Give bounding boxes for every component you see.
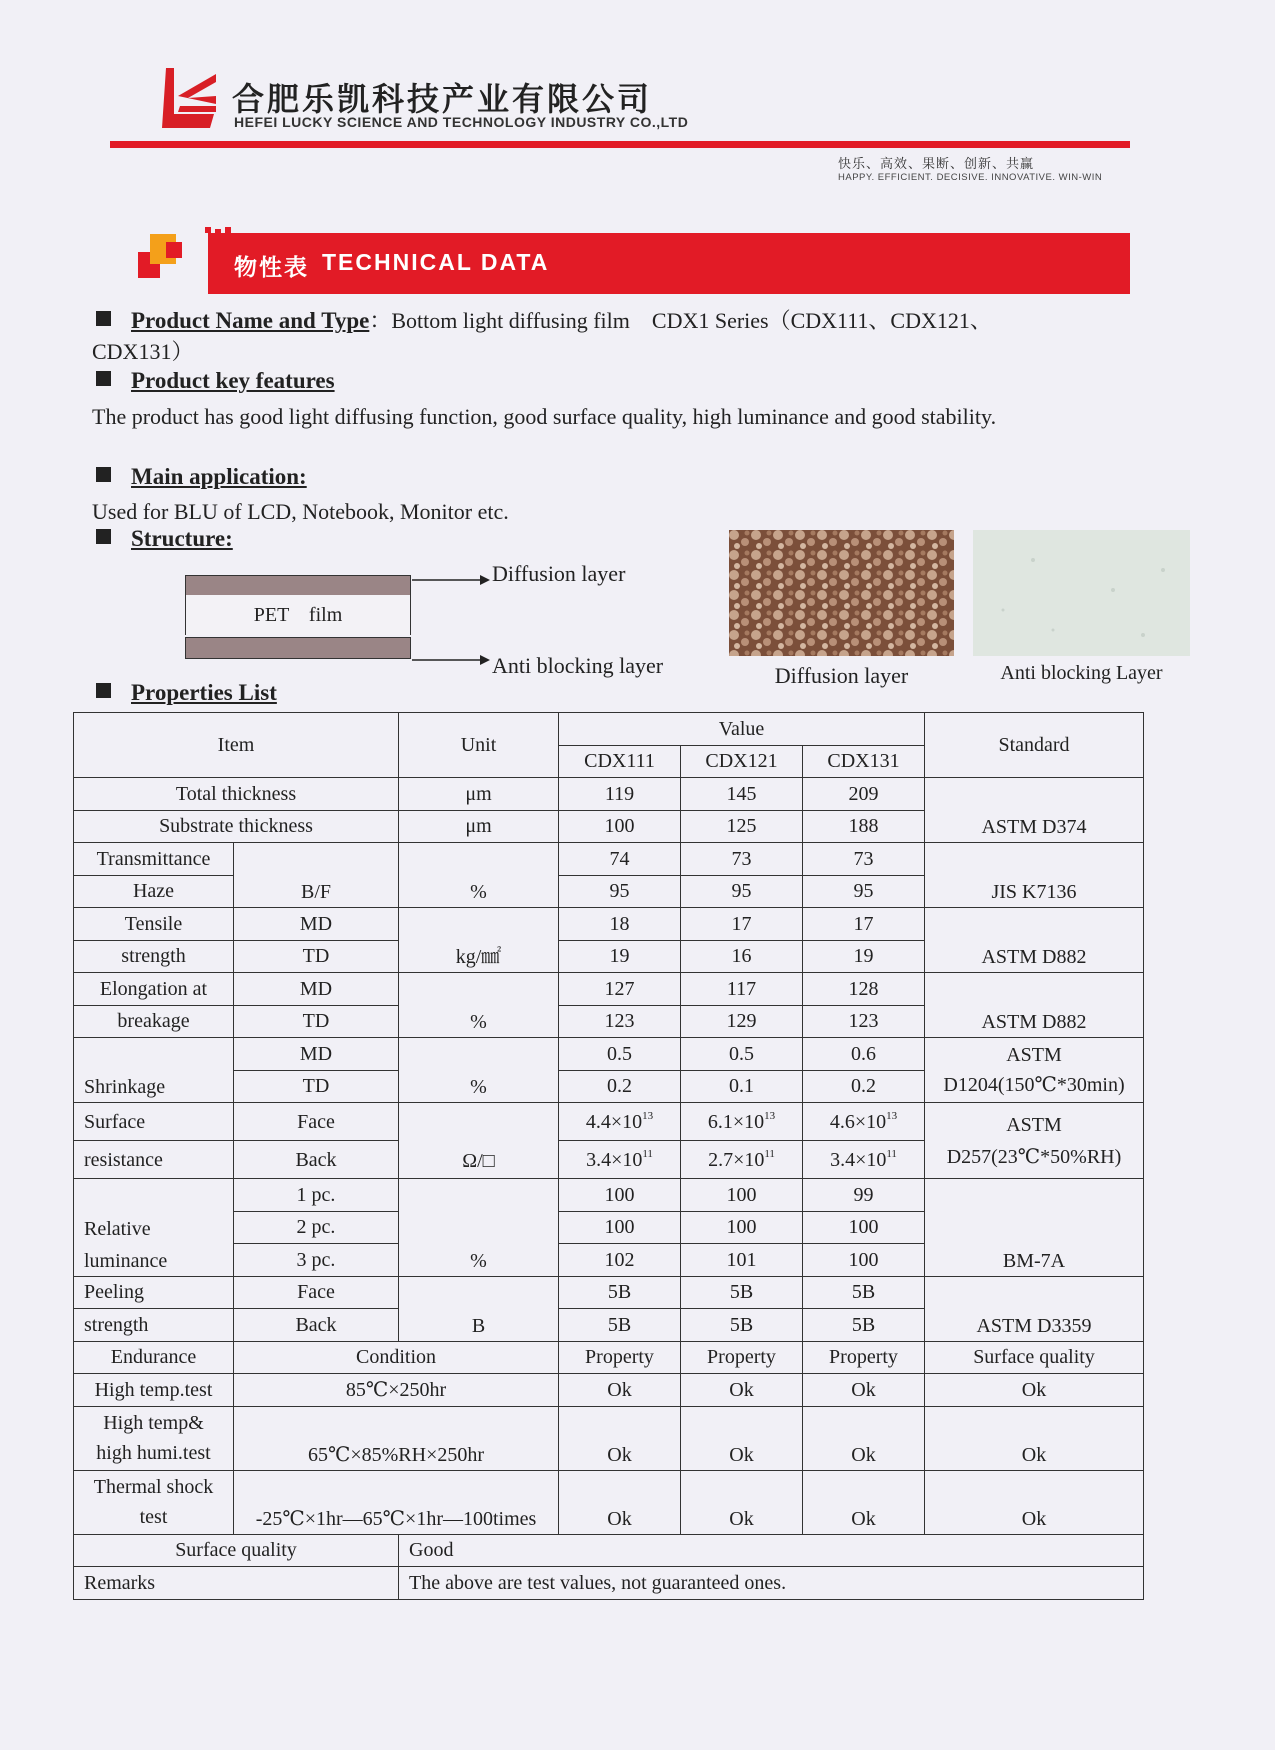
cell-unit: μm: [399, 778, 559, 811]
header-cdx111: CDX111: [559, 745, 681, 778]
cell-sub: MD: [234, 973, 399, 1006]
arrow-right-icon: [480, 655, 490, 665]
table-row: [74, 1038, 1144, 1071]
product-name-label: Product Name and Type: [131, 308, 370, 333]
properties-label: Properties List: [131, 680, 277, 705]
item-line: luminance: [84, 1249, 168, 1272]
cell-condition: 65℃×85%RH×250hr: [234, 1406, 559, 1470]
cell-sub: MD: [234, 908, 399, 941]
cell-value: 123: [803, 1005, 925, 1038]
diffusion-layer-label: Diffusion layer: [492, 561, 626, 586]
slogan-en: HAPPY. EFFICIENT. DECISIVE. INNOVATIVE. WIN-WIN: [838, 172, 1103, 183]
cell-value: 19: [559, 940, 681, 973]
table-row: [74, 1179, 1144, 1212]
structure-heading: [96, 526, 233, 552]
standard-line: D1204(150℃*30min): [943, 1074, 1125, 1096]
logo-mark-icon: [158, 66, 220, 130]
cell-value: 209: [803, 778, 925, 811]
cell-item: [74, 1470, 234, 1534]
cell-value: 119: [559, 778, 681, 811]
table-row: [74, 1374, 1144, 1407]
cell-value: 129: [681, 1005, 803, 1038]
cell-item: resistance: [74, 1141, 234, 1179]
table-row: [74, 908, 1144, 941]
cell-value: 5B: [681, 1309, 803, 1342]
cell-value: 101: [681, 1244, 803, 1277]
header-value: Value: [559, 713, 925, 746]
cell-value: 0.5: [681, 1038, 803, 1071]
item-line: Relative: [84, 1217, 151, 1240]
properties-heading: [96, 680, 277, 706]
cell-sub: TD: [234, 1005, 399, 1038]
cell-item: Endurance: [74, 1341, 234, 1374]
header-standard: Standard: [925, 713, 1144, 778]
cell-value: 100: [559, 1211, 681, 1244]
cell-value: Ok: [681, 1406, 803, 1470]
anti-blocking-layer-label: Anti blocking layer: [492, 653, 664, 678]
cell-standard: Ok: [925, 1374, 1144, 1407]
cell-value: 5B: [559, 1309, 681, 1342]
main-application-label: Main application:: [131, 464, 307, 489]
cell-condition: 85℃×250hr: [234, 1374, 559, 1407]
cell-value: Ok: [803, 1406, 925, 1470]
cell-value: Ok: [559, 1470, 681, 1534]
cell-item: Shrinkage: [74, 1038, 234, 1103]
table-row: [74, 778, 1144, 811]
table-row: [74, 1103, 1144, 1141]
standard-line: D257(23℃*50%RH): [946, 1145, 1122, 1168]
cell-standard: BM-7A: [925, 1179, 1144, 1277]
cell-value: 128: [803, 973, 925, 1006]
table-row: [74, 973, 1144, 1006]
cell-value: 18: [559, 908, 681, 941]
cell-value: 145: [681, 778, 803, 811]
bullet-icon: [96, 529, 111, 544]
key-features-label: Product key features: [131, 368, 335, 393]
cell-value: 95: [803, 875, 925, 908]
cell-standard: ASTM D882: [925, 908, 1144, 973]
cell-value: Ok: [803, 1374, 925, 1407]
diffusion-layer-photo: [729, 530, 954, 656]
banner-title-cn: 物性表: [234, 254, 309, 280]
cell-value: 100: [681, 1211, 803, 1244]
cell-value: $2.7\times 10^{11}$: [681, 1141, 803, 1179]
cell-value: 5B: [559, 1276, 681, 1309]
cell-value: 100: [803, 1244, 925, 1277]
diffusion-layer-bar: [185, 575, 411, 597]
cell-standard: Surface quality: [925, 1341, 1144, 1374]
anti-blocking-texture-image: [973, 530, 1190, 656]
cell-sub: Face: [234, 1276, 399, 1309]
cell-unit: Ω/□: [399, 1103, 559, 1179]
cell-value: 188: [803, 810, 925, 843]
standard-line: ASTM: [1006, 1044, 1062, 1066]
cell-sub: Back: [234, 1141, 399, 1179]
cell-standard: JIS K7136: [925, 843, 1144, 908]
cell-standard: ASTM D882: [925, 973, 1144, 1038]
key-features-heading: [96, 368, 335, 394]
cell-sub: TD: [234, 940, 399, 973]
cell-item: Haze: [74, 875, 234, 908]
standard-line: ASTM: [1006, 1113, 1062, 1136]
bullet-icon: [96, 311, 111, 326]
cell-unit: %: [399, 843, 559, 908]
diffusion-texture-image: [729, 530, 954, 656]
cell-value: Property: [559, 1341, 681, 1374]
cell-unit: μm: [399, 810, 559, 843]
company-logo: [158, 66, 220, 130]
cell-value: 5B: [803, 1309, 925, 1342]
company-name-cn: 合肥乐凯科技产业有限公司: [232, 80, 653, 118]
slogan-cn: 快乐、高效、果断、创新、共赢: [838, 157, 1035, 172]
cell-item: [74, 1406, 234, 1470]
cell-value: $4.4\times 10^{13}$: [559, 1103, 681, 1141]
cell-item: Tensile: [74, 908, 234, 941]
cell-remarks-value: The above are test values, not guaranteed ones.: [399, 1567, 1144, 1600]
cell-value: 117: [681, 973, 803, 1006]
cell-sub: Face: [234, 1103, 399, 1141]
header-cdx121: CDX121: [681, 745, 803, 778]
technical-data-banner: [208, 233, 1130, 294]
cell-value: 0.5: [559, 1038, 681, 1071]
bullet-icon: [96, 467, 111, 482]
cell-item: strength: [74, 940, 234, 973]
cell-unit: %: [399, 1179, 559, 1277]
pet-film-layer: PET film: [185, 595, 411, 635]
main-application-text: Used for BLU of LCD, Notebook, Monitor etc.: [92, 499, 509, 524]
cell-value: Ok: [559, 1406, 681, 1470]
table-row: [74, 1406, 1144, 1470]
cell-value: Property: [803, 1341, 925, 1374]
anti-blocking-layer-bar: [185, 637, 411, 659]
cell-surface-quality-value: Good: [399, 1534, 1144, 1567]
table-row: [74, 1276, 1144, 1309]
cell-value: 0.1: [681, 1070, 803, 1103]
cell-item: Substrate thickness: [74, 810, 399, 843]
cell-item: Peeling: [74, 1276, 234, 1309]
structure-arrows: [410, 570, 490, 670]
structure-diagram: [185, 575, 411, 665]
banner-decor-icon: [138, 234, 186, 282]
banner-title-en: TECHNICAL DATA: [322, 249, 550, 275]
product-name-value: Bottom light diffusing film CDX1 Series（CDX111、CDX121、: [391, 308, 992, 333]
cell-value: 100: [559, 810, 681, 843]
cell-value: 19: [803, 940, 925, 973]
anti-blocking-layer-photo: [973, 530, 1190, 656]
main-application-heading: [96, 464, 307, 490]
cell-value: 123: [559, 1005, 681, 1038]
product-name-row: Product Name and Type：Bottom light diffusing film CDX1 Series（CDX111、CDX121、: [96, 304, 1136, 335]
cell-value: 100: [681, 1179, 803, 1212]
table-row: [74, 1567, 1144, 1600]
cell-value: Ok: [681, 1374, 803, 1407]
cell-value: 127: [559, 973, 681, 1006]
cell-value: 73: [681, 843, 803, 876]
anti-blocking-photo-caption: Anti blocking Layer: [1000, 662, 1163, 684]
cell-value: Ok: [559, 1374, 681, 1407]
cell-value: 95: [681, 875, 803, 908]
header-item: Item: [74, 713, 399, 778]
cell-standard: ASTM D3359: [925, 1276, 1144, 1341]
key-features-text: The product has good light diffusing function, good surface quality, high luminance and good stability.: [92, 404, 997, 429]
cell-value: Ok: [803, 1470, 925, 1534]
cell-unit: kg/㎟: [399, 908, 559, 973]
item-line: High temp&: [103, 1412, 204, 1434]
cell-sub: B/F: [234, 843, 399, 908]
cell-item: Remarks: [74, 1567, 399, 1600]
endurance-header-row: [74, 1341, 1144, 1374]
cell-value: 125: [681, 810, 803, 843]
cell-standard: ASTM D374: [925, 778, 1144, 843]
cell-value: 17: [681, 908, 803, 941]
cell-value: 100: [803, 1211, 925, 1244]
item-line: test: [139, 1506, 168, 1528]
cell-item: breakage: [74, 1005, 234, 1038]
cell-standard: [925, 1103, 1144, 1179]
cell-value: Ok: [681, 1470, 803, 1534]
cell-value: $3.4\times 10^{11}$: [803, 1141, 925, 1179]
cell-unit: %: [399, 1038, 559, 1103]
cell-sub: 1 pc.: [234, 1179, 399, 1212]
cell-sub: 3 pc.: [234, 1244, 399, 1277]
cell-value: 74: [559, 843, 681, 876]
cell-value: Property: [681, 1341, 803, 1374]
product-name-cont: CDX131）: [92, 339, 194, 364]
company-name-en: HEFEI LUCKY SCIENCE AND TECHNOLOGY INDUSTRY CO.,LTD: [234, 114, 689, 130]
cell-item: Transmittance: [74, 843, 234, 876]
properties-table: [73, 712, 1144, 1600]
cell-item: strength: [74, 1309, 234, 1342]
cell-value: 73: [803, 843, 925, 876]
table-row: [74, 1534, 1144, 1567]
table-row: [74, 1470, 1144, 1534]
cell-item: Surface: [74, 1103, 234, 1141]
cell-value: 17: [803, 908, 925, 941]
item-line: high humi.test: [96, 1442, 211, 1464]
cell-value: 0.2: [559, 1070, 681, 1103]
cell-standard: Ok: [925, 1470, 1144, 1534]
cell-condition: -25℃×1hr—65℃×1hr—100times: [234, 1470, 559, 1534]
cell-value: 99: [803, 1179, 925, 1212]
cell-item: [74, 1179, 234, 1277]
cell-item: Elongation at: [74, 973, 234, 1006]
cell-item: Surface quality: [74, 1534, 399, 1567]
table-header-row: [74, 713, 1144, 746]
cell-item: High temp.test: [74, 1374, 234, 1407]
cell-value: 16: [681, 940, 803, 973]
cell-value: 95: [559, 875, 681, 908]
header-unit: Unit: [399, 713, 559, 778]
cell-value: 5B: [681, 1276, 803, 1309]
arrow-right-icon: [480, 575, 490, 585]
cell-sub: MD: [234, 1038, 399, 1071]
header-rule: [110, 141, 1130, 148]
cell-value: 5B: [803, 1276, 925, 1309]
cell-value: 100: [559, 1179, 681, 1212]
item-line: Thermal shock: [93, 1476, 214, 1498]
table-row: [74, 843, 1144, 876]
cell-standard: Ok: [925, 1406, 1144, 1470]
cell-standard: [925, 1038, 1144, 1103]
diffusion-photo-caption: Diffusion layer: [774, 663, 909, 688]
cell-value: $6.1\times 10^{13}$: [681, 1103, 803, 1141]
cell-unit: %: [399, 973, 559, 1038]
cell-sub: Back: [234, 1309, 399, 1342]
header-cdx131: CDX131: [803, 745, 925, 778]
cell-sub: TD: [234, 1070, 399, 1103]
cell-value: $3.4\times 10^{11}$: [559, 1141, 681, 1179]
cell-value: $4.6\times 10^{13}$: [803, 1103, 925, 1141]
bullet-icon: [96, 683, 111, 698]
cell-value: 102: [559, 1244, 681, 1277]
bullet-icon: [96, 371, 111, 386]
cell-value: 0.6: [803, 1038, 925, 1071]
cell-condition: Condition: [234, 1341, 559, 1374]
structure-label: Structure:: [131, 526, 233, 551]
cell-sub: 2 pc.: [234, 1211, 399, 1244]
cell-item: Total thickness: [74, 778, 399, 811]
cell-unit: B: [399, 1276, 559, 1341]
cell-value: 0.2: [803, 1070, 925, 1103]
